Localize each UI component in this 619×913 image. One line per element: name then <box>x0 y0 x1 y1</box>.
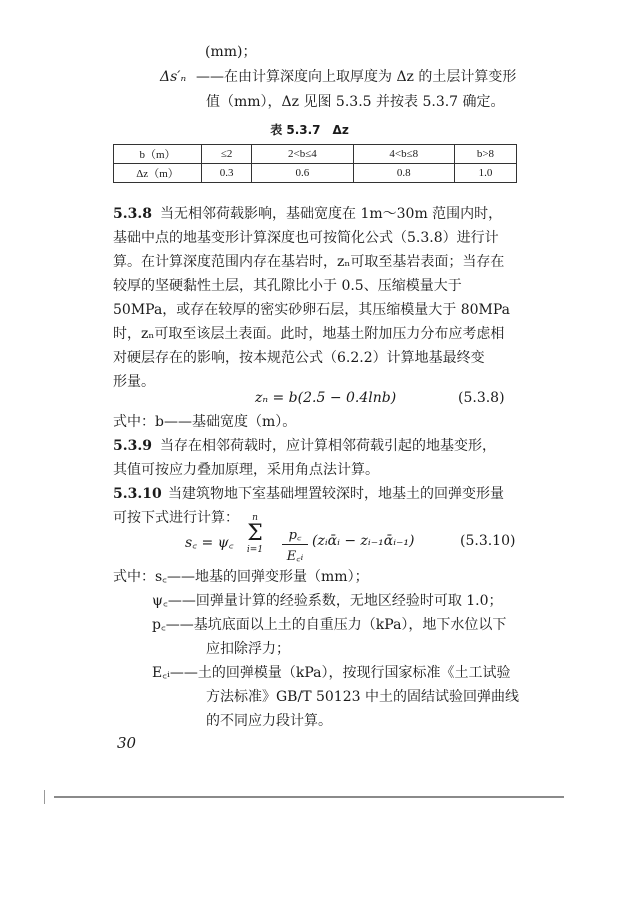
table-cell: b（m） <box>114 145 202 164</box>
text-line: 较厚的坚硬黏性土层，其孔隙比小于 0.5、压缩模量大于 <box>113 278 462 294</box>
sum-lower-limit: i=1 <box>246 545 264 555</box>
fraction <box>282 525 308 564</box>
table-cell: ≤2 <box>202 145 252 164</box>
scan-bottom-rule <box>54 796 564 798</box>
summation-symbol <box>242 513 268 555</box>
text-line: 形量。 <box>113 374 155 390</box>
equation-number: (5.3.10) <box>460 533 516 549</box>
table-caption: 表 5.3.7 Δz <box>270 123 349 137</box>
symbol-delta-s: Δs′ₙ <box>160 69 187 85</box>
text-line: 其值可按应力叠加原理，采用角点法计算。 <box>113 462 379 478</box>
table-row <box>114 164 517 183</box>
text-line: p꜀——基坑底面以上土的自重压力（kPa），地下水位以下 <box>152 617 507 633</box>
text-line: 可按下式进行计算： <box>113 510 239 526</box>
text-line: 时，zₙ可取至该层土表面。此时，地基土附加压力分布应考虑相 <box>113 326 505 342</box>
data-table <box>113 144 517 183</box>
table-cell: 4<b≤8 <box>353 145 454 164</box>
text-line: 当无相邻荷载影响，基础宽度在 1m～30m 范围内时， <box>160 206 503 222</box>
fraction-denominator: E꜀ᵢ <box>286 549 304 564</box>
page-number: 30 <box>117 734 137 752</box>
section-number: 5.3.8 <box>113 206 152 222</box>
table-cell: 1.0 <box>454 164 516 183</box>
text-line: 应扣除浮力； <box>206 641 290 657</box>
formula-lhs: s꜀ = ψ꜀ <box>185 535 234 551</box>
table-cell: Δz（m） <box>114 164 202 183</box>
table-cell: 0.3 <box>202 164 252 183</box>
text-line: 对硬层存在的影响，按本规范公式（6.2.2）计算地基最终变 <box>113 350 485 366</box>
table-cell: 0.6 <box>252 164 353 183</box>
section-number: 5.3.9 <box>113 438 152 454</box>
table-cell: 2<b≤4 <box>252 145 353 164</box>
text-line: 基础中点的地基变形计算深度也可按简化公式（5.3.8）进行计 <box>113 230 499 246</box>
sum-upper-limit: n <box>252 513 258 523</box>
text-line: ——在由计算深度向上取厚度为 Δz 的土层计算变形 <box>196 69 517 85</box>
scan-edge-mark <box>44 790 45 804</box>
text-line: 式中：s꜀——地基的回弹变形量（mm）； <box>113 569 369 585</box>
text-line: 的不同应力段计算。 <box>206 713 332 729</box>
table-row <box>114 145 517 164</box>
equation-number: (5.3.8) <box>458 390 505 406</box>
formula-rhs: (zᵢᾱᵢ − zᵢ₋₁ᾱᵢ₋₁) <box>312 533 415 549</box>
formula-5-3-8: zₙ = b(2.5 − 0.4lnb) <box>255 390 397 406</box>
text-line: 方法标准》GB/T 50123 中土的固结试验回弹曲线 <box>206 689 519 705</box>
table-cell: b>8 <box>454 145 516 164</box>
section-number: 5.3.10 <box>113 486 162 502</box>
text-line: 算。在计算深度范围内存在基岩时，zₙ可取至基岩表面；当存在 <box>113 254 505 270</box>
table-cell: 0.8 <box>353 164 454 183</box>
text-line: 值（mm），Δz 见图 5.3.5 并按表 5.3.7 确定。 <box>206 94 505 110</box>
fraction-numerator: p꜀ <box>288 528 302 543</box>
text-line: E꜀ᵢ——土的回弹模量（kPa），按现行国家标准《土工试验 <box>152 665 511 681</box>
text-line: 式中：b——基础宽度（m）。 <box>113 414 297 430</box>
text-line: (mm)； <box>205 44 257 60</box>
text-line: ψ꜀——回弹量计算的经验系数，无地区经验时可取 1.0； <box>152 593 503 609</box>
text-line: 当存在相邻荷载时，应计算相邻荷载引起的地基变形， <box>160 438 496 454</box>
text-line: 50MPa，或存在较厚的密实砂卵石层，其压缩模量大于 80MPa <box>113 302 511 318</box>
text-line: 当建筑物地下室基础埋置较深时，地基土的回弹变形量 <box>168 486 504 502</box>
sigma-glyph: Σ <box>247 521 263 546</box>
